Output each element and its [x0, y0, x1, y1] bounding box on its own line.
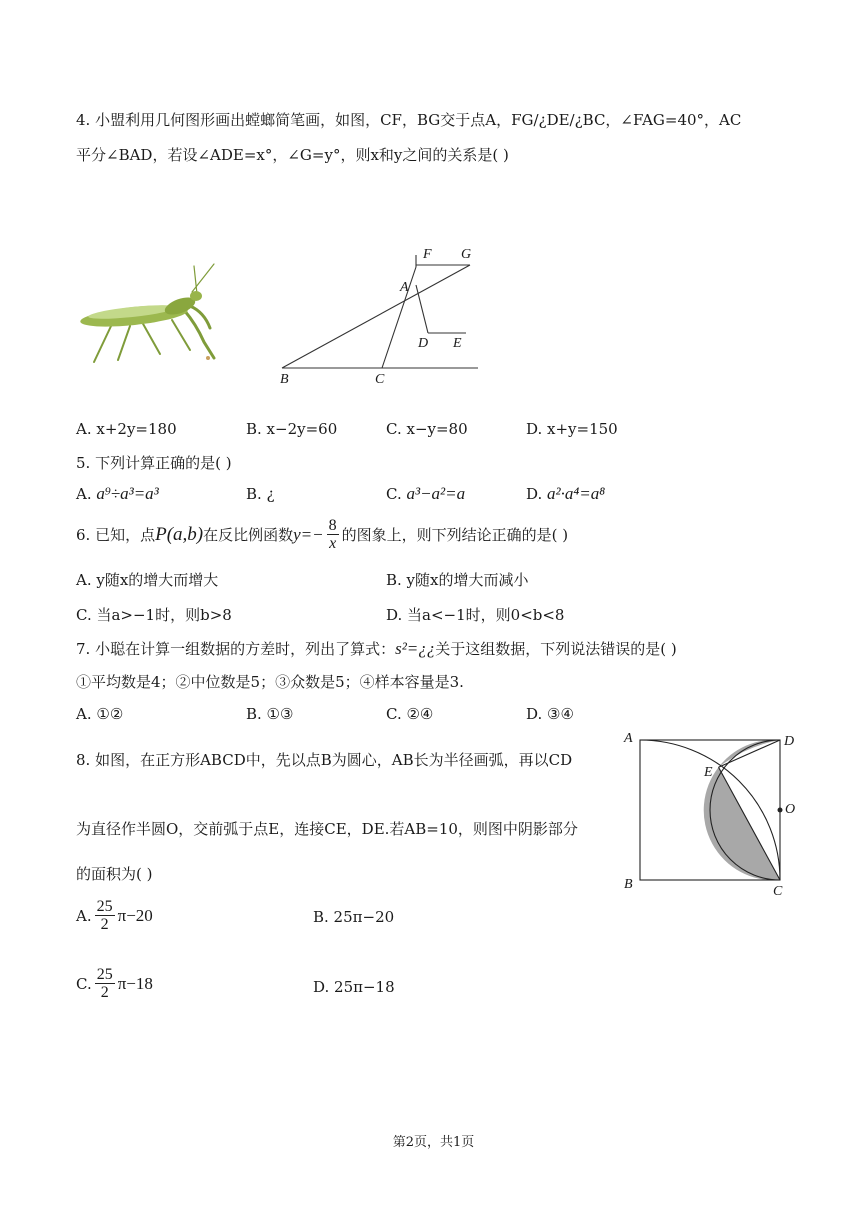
- q7-statements: ①平均数是4；②中位数是5；③众数是5；④样本容量是3.: [76, 673, 464, 691]
- page-footer: 第2页，共1页: [392, 1135, 475, 1150]
- q6-fraction: $\frac{8}{x}$: [328, 517, 337, 552]
- q5-option-b: B. ¿: [246, 485, 275, 503]
- q7-stem: 7. 小聪在计算一组数据的方差时，列出了算式：s²=¿¿关于这组数据，下列说法错误的是( ): [76, 639, 677, 658]
- q8-label-d: D: [784, 734, 795, 749]
- q4-line2: 平分∠BAD，若设∠ADE=x°，∠G=y°，则x和y之间的关系是( ): [76, 146, 509, 164]
- q8-label-b: B: [624, 877, 633, 892]
- q4-label-b: B: [280, 372, 289, 387]
- q6-option-d: D. 当a<−1时，则0<b<8: [386, 606, 565, 624]
- q6-option-c: C. 当a>−1时，则b>8: [76, 606, 232, 624]
- q8-option-a: A. $\frac{25}{2}$ π−20: [76, 898, 153, 933]
- q4-label-c: C: [375, 372, 385, 387]
- q4-figure: [270, 245, 490, 390]
- q8-option-d: D. 25π−18: [313, 978, 395, 996]
- q4-option-c: C. x−y=80: [386, 420, 468, 438]
- q4-option-d: D. x+y=150: [526, 420, 618, 438]
- q4-option-b: B. x−2y=60: [246, 420, 338, 438]
- q4-label-e: E: [453, 336, 462, 351]
- q7-option-b: B. ①③: [246, 705, 294, 723]
- q7-option-a: A. ①②: [76, 705, 124, 723]
- q4-label-a: A: [400, 280, 409, 295]
- q6-option-a: A. y随x的增大而增大: [76, 571, 219, 589]
- q5-stem: 5. 下列计算正确的是( ): [76, 454, 232, 472]
- q7-option-d: D. ③④: [526, 705, 574, 723]
- q4-option-a: A. x+2y=180: [76, 420, 177, 438]
- q5-option-c: C. a³−a²=a: [386, 484, 466, 503]
- q6-stem: 6. 已知，点 P(a,b) 在反比例函数 y=− $\frac{8}{x}$ 的图象上，则下列结论正确的是( ): [76, 517, 569, 552]
- q4-label-d: D: [418, 336, 429, 351]
- q8-line2: 为直径作半圆O，交前弧于点E，连接CE，DE.若AB=10，则图中阴影部分: [76, 820, 578, 838]
- q5-option-a: A. a⁹÷a³=a³: [76, 484, 159, 503]
- q8-line3: 的面积为( ): [76, 865, 153, 883]
- q8-option-b: B. 25π−20: [313, 908, 395, 926]
- q8-line1: 8. 如图，在正方形ABCD中，先以点B为圆心，AB长为半径画弧，再以CD: [76, 751, 573, 769]
- q7-option-c: C. ②④: [386, 705, 434, 723]
- q8-option-c: C. $\frac{25}{2}$ π−18: [76, 966, 153, 1001]
- q4-label-g: G: [461, 247, 472, 262]
- q8-label-e: E: [704, 765, 713, 780]
- q4-line1: 4. 小盟利用几何图形画出螳螂简笔画，如图，CF，BG交于点A，FG/¿DE/¿BC，∠FAG=40°，AC: [76, 111, 742, 129]
- q5-option-d: D. a²·a⁴=a⁸: [526, 484, 606, 503]
- q6-option-b: B. y随x的增大而减小: [386, 571, 529, 589]
- q8-label-a: A: [624, 731, 633, 746]
- q4-label-f: F: [423, 247, 432, 262]
- mantis-image: [72, 262, 242, 372]
- q8-label-c: C: [773, 884, 783, 899]
- q8-label-o: O: [785, 802, 796, 817]
